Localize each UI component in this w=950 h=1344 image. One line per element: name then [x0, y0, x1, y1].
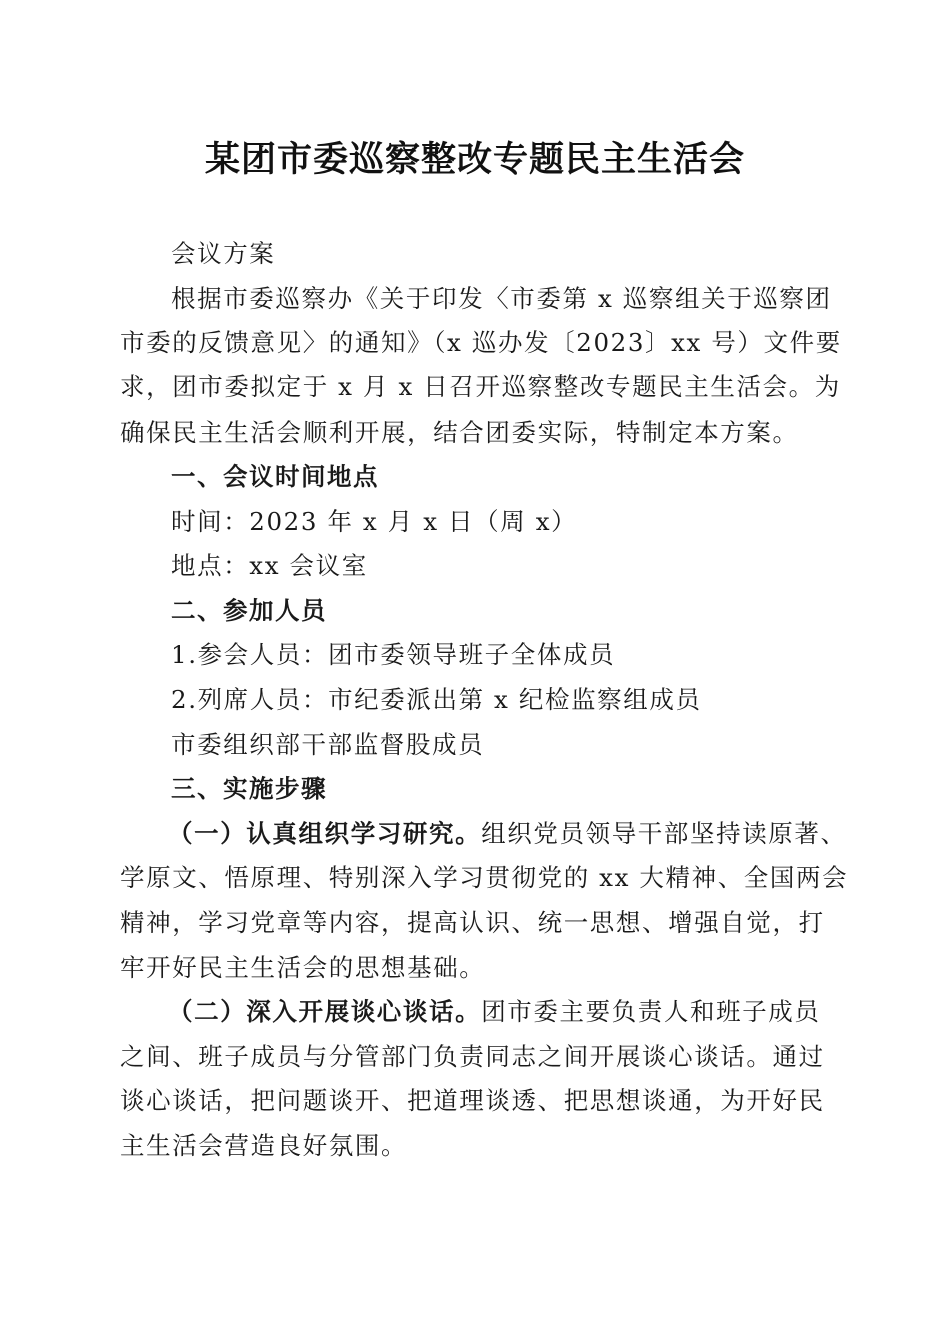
section-heading-steps: 三、实施步骤	[171, 774, 327, 803]
step-2-lead: （二）深入开展谈心谈话。	[168, 997, 482, 1026]
step-1-line-4: 牢开好民主生活会的思想基础。	[120, 953, 486, 982]
step-1-first-line	[168, 818, 847, 850]
intro-line-2: 市委的反馈意见〉的通知》（x 巡办发〔2023〕xx 号）文件要	[120, 328, 842, 357]
section-heading-participants: 二、参加人员	[171, 596, 327, 625]
intro-line-1: 根据市委巡察办《关于印发〈市委第 x 巡察组关于巡察团	[171, 284, 832, 313]
participants-item-2: 2.列席人员：市纪委派出第 x 纪检监察组成员	[171, 685, 702, 714]
step-1-line-3: 精神，学习党章等内容，提高认识、统一思想、增强自觉，打	[120, 908, 825, 937]
meeting-place: 地点：xx 会议室	[171, 551, 368, 580]
participants-item-1: 1.参会人员：团市委领导班子全体成员	[171, 640, 616, 669]
step-2-line-2: 之间、班子成员与分管部门负责同志之间开展谈心谈话。通过	[120, 1042, 825, 1071]
step-2-line-3: 谈心谈话，把问题谈开、把道理谈透、把思想谈通，为开好民	[120, 1086, 825, 1115]
participants-item-3: 市委组织部干部监督股成员	[171, 730, 485, 759]
step-1-text: 组织党员领导干部坚持读原著、	[481, 819, 847, 848]
step-1-line-2: 学原文、悟原理、特别深入学习贯彻党的 xx 大精神、全国两会	[120, 863, 849, 892]
step-2-text: 团市委主要负责人和班子成员	[481, 997, 821, 1026]
step-2-line-4: 主生活会营造良好氛围。	[120, 1131, 408, 1160]
step-2-first-line	[168, 996, 821, 1028]
document-subtitle: 会议方案	[171, 239, 276, 268]
section-heading-time-place: 一、会议时间地点	[171, 462, 379, 491]
meeting-time: 时间：2023 年 x 月 x 日（周 x）	[171, 507, 578, 536]
step-1-lead: （一）认真组织学习研究。	[168, 819, 482, 848]
intro-line-4: 确保民主生活会顺利开展，结合团委实际，特制定本方案。	[120, 418, 799, 447]
intro-line-3: 求，团市委拟定于 x 月 x 日召开巡察整改专题民主生活会。为	[120, 372, 841, 401]
document-title: 某团市委巡察整改专题民主生活会	[204, 139, 745, 180]
